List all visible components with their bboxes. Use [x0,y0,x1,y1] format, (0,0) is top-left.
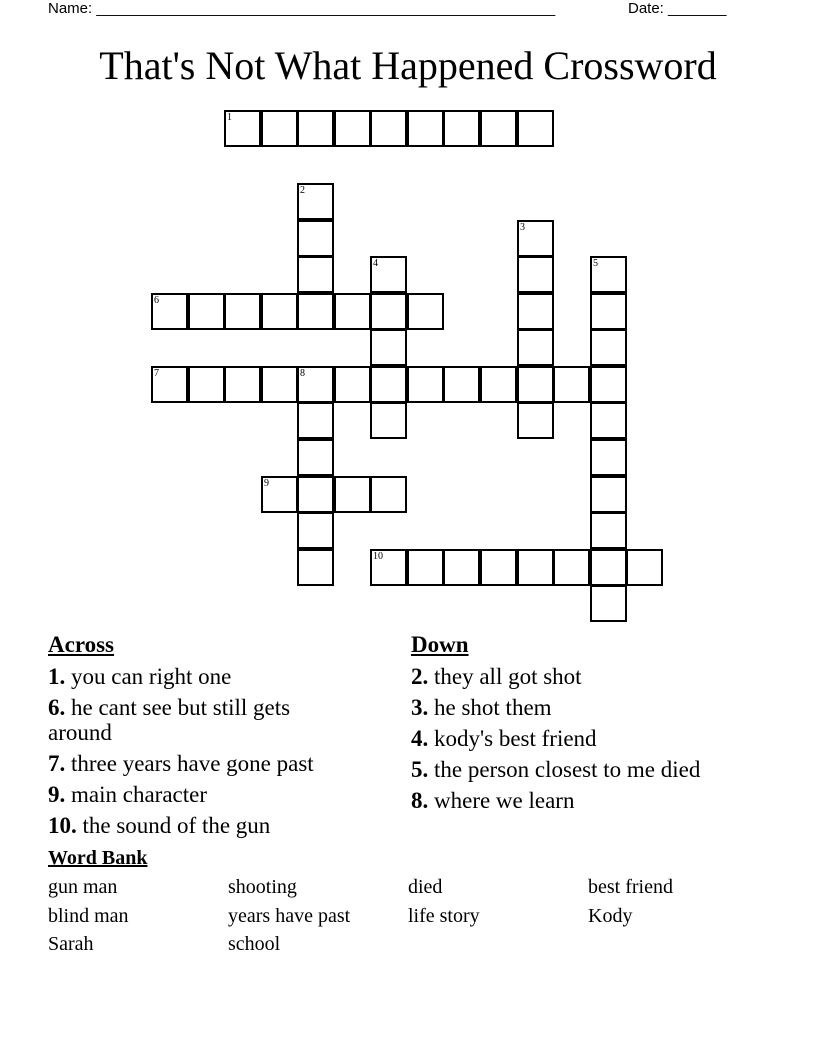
crossword-cell[interactable] [334,476,371,513]
word-bank-word: Kody [588,905,633,927]
crossword-cell[interactable] [443,366,480,403]
crossword-cell[interactable] [297,512,334,549]
cell-number: 3 [520,222,525,233]
crossword-cell[interactable] [443,549,480,586]
cell-number: 1 [227,112,232,123]
crossword-cell[interactable] [517,402,554,439]
crossword-cell[interactable] [370,293,407,330]
crossword-cell[interactable] [553,549,590,586]
crossword-cell[interactable] [297,220,334,257]
crossword-cell[interactable] [517,366,554,403]
clue-text: three years have gone past [71,751,314,776]
crossword-cell[interactable] [224,293,261,330]
clue-across-1 [48,664,348,689]
clue-down-5 [411,757,711,782]
clue-number: 6. [48,695,66,720]
crossword-cell[interactable] [297,293,334,330]
clue-across-7 [48,751,348,776]
crossword-cell[interactable] [517,293,554,330]
clue-text: main character [71,782,207,807]
down-heading: Down [411,632,469,657]
clue-text: kody's best friend [434,726,597,751]
crossword-cell[interactable] [334,110,371,147]
crossword-cell[interactable] [443,110,480,147]
clue-text: where we learn [434,788,575,813]
crossword-cell[interactable] [480,366,517,403]
crossword-cell[interactable] [224,366,261,403]
page-title: That's Not What Happened Crossword [99,43,717,88]
clue-across-9 [48,782,348,807]
word-bank-word: shooting [228,876,297,898]
cell-number: 4 [373,258,378,269]
clue-text: the person closest to me died [434,757,701,782]
crossword-cell[interactable] [370,110,407,147]
crossword-cell[interactable] [590,512,627,549]
crossword-cell[interactable] [517,220,554,257]
clue-down-2 [411,664,711,689]
cell-number: 7 [154,368,159,379]
clue-number: 9. [48,782,66,807]
crossword-cell[interactable] [224,110,261,147]
crossword-cell[interactable] [590,439,627,476]
crossword-cell[interactable] [517,110,554,147]
clue-down-8 [411,788,711,813]
cell-number: 2 [300,185,305,196]
cell-number: 8 [300,368,305,379]
clue-across-6 [48,695,348,745]
crossword-cell[interactable] [370,549,407,586]
clue-down-4 [411,726,711,751]
crossword-cell[interactable] [334,293,371,330]
crossword-cell[interactable] [370,366,407,403]
clue-number: 8. [411,788,429,813]
crossword-cell[interactable] [590,585,627,622]
crossword-cell[interactable] [590,402,627,439]
word-bank-word: best friend [588,876,673,898]
crossword-cell[interactable] [590,476,627,513]
clue-number: 3. [411,695,429,720]
crossword-cell[interactable] [297,439,334,476]
across-heading: Across [48,632,115,657]
word-bank-word: life story [408,905,480,927]
clue-number: 10. [48,813,77,838]
crossword-cell[interactable] [517,256,554,293]
clue-across-10 [48,813,348,838]
crossword-cell[interactable] [261,476,298,513]
clue-text: the sound of the gun [82,813,271,838]
crossword-cell[interactable] [297,549,334,586]
crossword-cell[interactable] [261,366,298,403]
clue-text: he cant see but still gets around [48,695,291,745]
crossword-cell[interactable] [297,110,334,147]
crossword-cell[interactable] [188,293,225,330]
cell-number: 6 [154,295,159,306]
crossword-cell[interactable] [370,402,407,439]
crossword-cell[interactable] [517,549,554,586]
crossword-cell[interactable] [297,256,334,293]
crossword-cell[interactable] [553,366,590,403]
clue-text: you can right one [71,664,232,689]
crossword-cell[interactable] [407,366,444,403]
date-line: Date: _______ [628,0,727,17]
clue-down-3 [411,695,711,720]
crossword-cell[interactable] [297,183,334,220]
crossword-cell[interactable] [480,549,517,586]
crossword-cell[interactable] [151,366,188,403]
down-clues [411,632,711,819]
cell-number: 9 [264,478,269,489]
crossword-cell[interactable] [590,293,627,330]
clue-number: 1. [48,664,66,689]
across-clues [48,632,348,844]
crossword-cell[interactable] [261,110,298,147]
word-bank-word: blind man [48,905,129,927]
crossword-cell[interactable] [370,329,407,366]
crossword-cell[interactable] [297,476,334,513]
crossword-cell[interactable] [407,549,444,586]
word-bank-word: died [408,876,443,898]
clue-number: 7. [48,751,66,776]
crossword-cell[interactable] [517,329,554,366]
clue-number: 5. [411,757,429,782]
word-bank-word: gun man [48,876,118,898]
clue-number: 2. [411,664,429,689]
cell-number: 10 [373,551,383,562]
word-bank-word: school [228,933,281,955]
clue-text: they all got shot [434,664,582,689]
crossword-cell[interactable] [151,293,188,330]
crossword-cell[interactable] [407,110,444,147]
word-bank-word: years have past [228,905,351,927]
crossword-cell[interactable] [590,256,627,293]
crossword-cell[interactable] [590,329,627,366]
crossword-cell[interactable] [188,366,225,403]
crossword-cell[interactable] [480,110,517,147]
cell-number: 5 [593,258,598,269]
crossword-cell[interactable] [261,293,298,330]
crossword-cell[interactable] [334,366,371,403]
crossword-cell[interactable] [590,366,627,403]
word-bank-heading: Word Bank [48,847,148,869]
crossword-cell[interactable] [297,366,334,403]
word-bank-word: Sarah [48,933,94,955]
name-line: Name: _______________________________________________________ [48,0,556,17]
clue-number: 4. [411,726,429,751]
crossword-cell[interactable] [370,476,407,513]
crossword-cell[interactable] [370,256,407,293]
clue-text: he shot them [434,695,552,720]
crossword-cell[interactable] [297,402,334,439]
crossword-cell[interactable] [590,549,627,586]
crossword-cell[interactable] [626,549,663,586]
crossword-cell[interactable] [407,293,444,330]
